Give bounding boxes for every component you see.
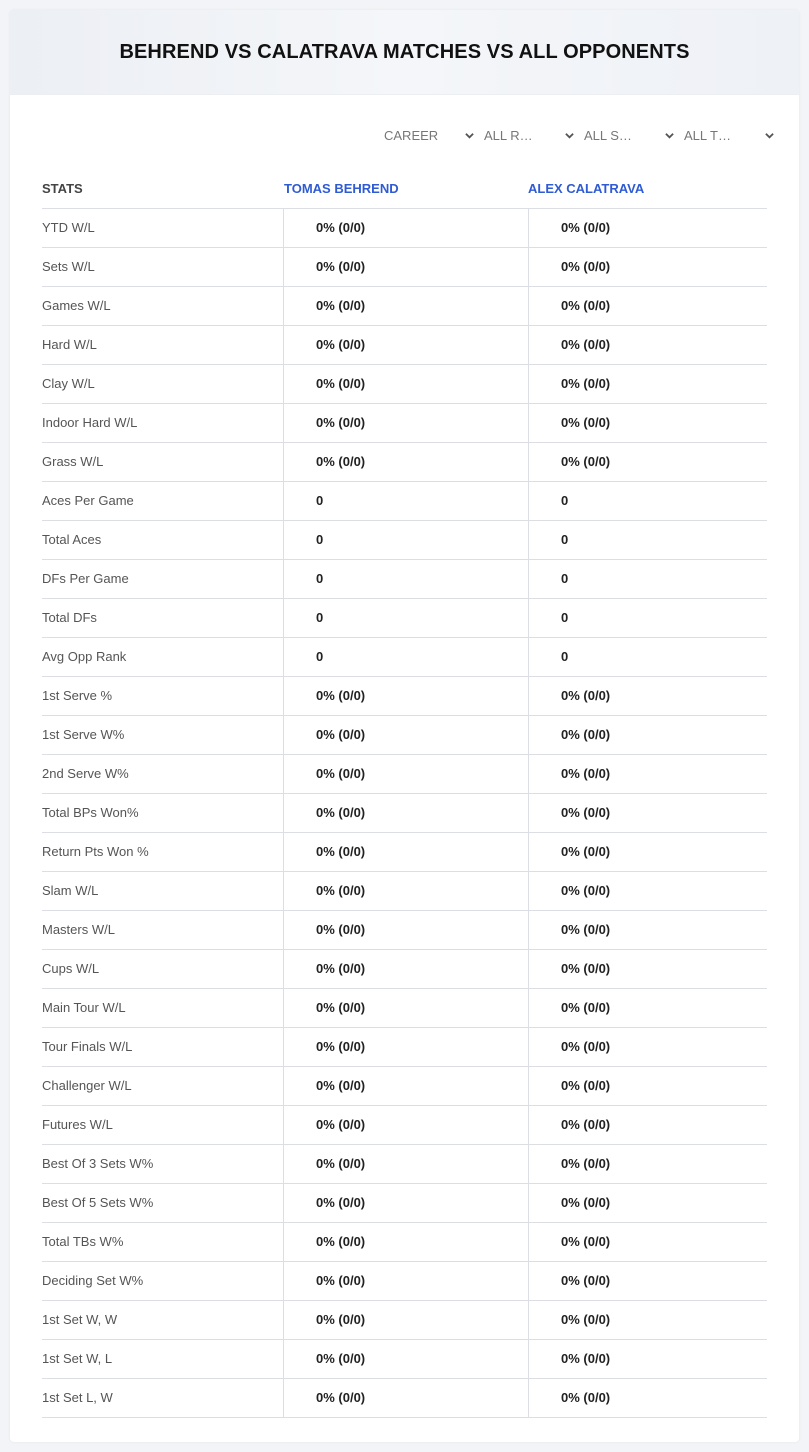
table-row xyxy=(42,1223,767,1262)
chevron-down-icon xyxy=(665,131,674,140)
table-header xyxy=(42,172,767,208)
stat-name: YTD W/L xyxy=(42,220,95,235)
table-row xyxy=(42,716,767,755)
player2-cell xyxy=(528,1379,768,1417)
table-row xyxy=(42,599,767,638)
player1-stat-value: 0% (0/0) xyxy=(316,1351,366,1366)
stat-name: Sets W/L xyxy=(42,259,95,274)
surface-filter-value: ALL S… xyxy=(584,128,632,143)
table-row xyxy=(42,755,767,794)
tournament-filter-value: ALL T… xyxy=(684,128,731,143)
player1-cell xyxy=(283,716,528,754)
player2-cell xyxy=(528,794,768,832)
stat-name: Avg Opp Rank xyxy=(42,649,127,664)
player1-cell xyxy=(283,1262,528,1300)
player1-stat-value: 0 xyxy=(316,493,324,508)
stat-name: Aces Per Game xyxy=(42,493,134,508)
player1-stat-value: 0% (0/0) xyxy=(316,766,366,781)
table-row xyxy=(42,1106,767,1145)
player1-cell xyxy=(283,1028,528,1066)
player1-stat-value: 0% (0/0) xyxy=(316,376,366,391)
player2-cell xyxy=(528,248,768,286)
player2-cell xyxy=(528,209,768,247)
player2-stat-value: 0% (0/0) xyxy=(561,220,611,235)
player2-stat-value: 0 xyxy=(561,610,569,625)
player1-stat-value: 0% (0/0) xyxy=(316,220,366,235)
stat-name: Total DFs xyxy=(42,610,97,625)
table-row xyxy=(42,833,767,872)
player1-cell xyxy=(283,1340,528,1378)
player1-column-header[interactable]: TOMAS BEHREND xyxy=(284,181,399,196)
player2-cell xyxy=(528,716,768,754)
stat-name: Cups W/L xyxy=(42,961,100,976)
player1-cell xyxy=(283,1145,528,1183)
player1-stat-value: 0% (0/0) xyxy=(316,805,366,820)
player1-stat-value: 0% (0/0) xyxy=(316,844,366,859)
player1-cell xyxy=(283,443,528,481)
player1-cell xyxy=(283,326,528,364)
player1-cell xyxy=(283,989,528,1027)
stats-card xyxy=(10,10,799,1442)
player2-stat-value: 0% (0/0) xyxy=(561,337,611,352)
player2-cell xyxy=(528,326,768,364)
player2-stat-value: 0% (0/0) xyxy=(561,961,611,976)
page-title: BEHREND VS CALATRAVA MATCHES VS ALL OPPONENTS xyxy=(119,40,690,63)
player2-cell xyxy=(528,989,768,1027)
player2-cell xyxy=(528,1340,768,1378)
table-row xyxy=(42,911,767,950)
stat-name: Games W/L xyxy=(42,298,111,313)
player2-stat-value: 0% (0/0) xyxy=(561,766,611,781)
page-header xyxy=(10,10,799,95)
table-row xyxy=(42,1262,767,1301)
player2-stat-value: 0% (0/0) xyxy=(561,415,611,430)
stat-name: Best Of 3 Sets W% xyxy=(42,1156,154,1171)
player1-cell xyxy=(283,599,528,637)
player1-cell xyxy=(283,365,528,403)
player2-stat-value: 0% (0/0) xyxy=(561,1312,611,1327)
player2-stat-value: 0% (0/0) xyxy=(561,454,611,469)
player1-cell xyxy=(283,1301,528,1339)
player2-stat-value: 0% (0/0) xyxy=(561,1117,611,1132)
player1-stat-value: 0% (0/0) xyxy=(316,727,366,742)
table-row xyxy=(42,1145,767,1184)
stat-name: Main Tour W/L xyxy=(42,1000,126,1015)
player1-stat-value: 0% (0/0) xyxy=(316,1078,366,1093)
player1-cell xyxy=(283,521,528,559)
stat-name: Futures W/L xyxy=(42,1117,113,1132)
player1-stat-value: 0% (0/0) xyxy=(316,883,366,898)
player2-cell xyxy=(528,872,768,910)
player1-stat-value: 0% (0/0) xyxy=(316,922,366,937)
stat-name: 1st Serve W% xyxy=(42,727,125,742)
player2-stat-value: 0 xyxy=(561,493,569,508)
stats-table-body xyxy=(42,208,767,1418)
player2-cell xyxy=(528,521,768,559)
player1-stat-value: 0% (0/0) xyxy=(316,1234,366,1249)
stat-name: Slam W/L xyxy=(42,883,99,898)
table-row xyxy=(42,1379,767,1418)
player2-stat-value: 0% (0/0) xyxy=(561,298,611,313)
round-filter-value: ALL R… xyxy=(484,128,533,143)
stat-name: Clay W/L xyxy=(42,376,95,391)
table-row xyxy=(42,989,767,1028)
player2-stat-value: 0 xyxy=(561,532,569,547)
player1-stat-value: 0% (0/0) xyxy=(316,337,366,352)
player2-stat-value: 0% (0/0) xyxy=(561,1273,611,1288)
player2-cell xyxy=(528,1067,768,1105)
stat-name: Masters W/L xyxy=(42,922,115,937)
stat-name: Best Of 5 Sets W% xyxy=(42,1195,154,1210)
table-row xyxy=(42,677,767,716)
stat-name: 1st Serve % xyxy=(42,688,113,703)
player2-cell xyxy=(528,1223,768,1261)
stat-name: Deciding Set W% xyxy=(42,1273,144,1288)
stats-column-header: STATS xyxy=(42,181,83,196)
player1-stat-value: 0% (0/0) xyxy=(316,1156,366,1171)
player1-cell xyxy=(283,1067,528,1105)
player2-stat-value: 0 xyxy=(561,571,569,586)
stat-name: Total Aces xyxy=(42,532,102,547)
player1-cell xyxy=(283,1106,528,1144)
table-row xyxy=(42,638,767,677)
player2-stat-value: 0% (0/0) xyxy=(561,259,611,274)
table-row xyxy=(42,872,767,911)
table-row xyxy=(42,1067,767,1106)
player1-cell xyxy=(283,950,528,988)
player2-cell xyxy=(528,1028,768,1066)
table-row xyxy=(42,326,767,365)
player2-stat-value: 0% (0/0) xyxy=(561,1195,611,1210)
stat-name: Tour Finals W/L xyxy=(42,1039,133,1054)
table-row xyxy=(42,521,767,560)
player2-cell xyxy=(528,1262,768,1300)
player1-stat-value: 0% (0/0) xyxy=(316,961,366,976)
chevron-down-icon xyxy=(465,131,474,140)
player1-stat-value: 0 xyxy=(316,649,324,664)
player2-cell xyxy=(528,638,768,676)
player1-stat-value: 0% (0/0) xyxy=(316,688,366,703)
player2-stat-value: 0% (0/0) xyxy=(561,844,611,859)
player2-cell xyxy=(528,833,768,871)
round-filter-select[interactable] xyxy=(484,126,584,146)
stat-name: Grass W/L xyxy=(42,454,104,469)
table-row xyxy=(42,443,767,482)
player2-stat-value: 0% (0/0) xyxy=(561,1039,611,1054)
table-row xyxy=(42,1028,767,1067)
player2-stat-value: 0% (0/0) xyxy=(561,1000,611,1015)
stat-name: 1st Set L, W xyxy=(42,1390,113,1405)
stat-name: Challenger W/L xyxy=(42,1078,132,1093)
stat-name: Total TBs W% xyxy=(42,1234,124,1249)
player2-cell xyxy=(528,560,768,598)
player2-cell xyxy=(528,443,768,481)
table-row xyxy=(42,248,767,287)
player1-stat-value: 0 xyxy=(316,610,324,625)
player2-stat-value: 0% (0/0) xyxy=(561,727,611,742)
player1-stat-value: 0% (0/0) xyxy=(316,1000,366,1015)
table-row xyxy=(42,794,767,833)
table-row xyxy=(42,1340,767,1379)
player2-stat-value: 0% (0/0) xyxy=(561,376,611,391)
table-row xyxy=(42,1184,767,1223)
table-row xyxy=(42,287,767,326)
player1-stat-value: 0% (0/0) xyxy=(316,1390,366,1405)
player1-cell xyxy=(283,1184,528,1222)
stat-name: Hard W/L xyxy=(42,337,97,352)
player2-stat-value: 0% (0/0) xyxy=(561,883,611,898)
table-row xyxy=(42,950,767,989)
player2-cell xyxy=(528,482,768,520)
surface-filter-select[interactable] xyxy=(584,126,684,146)
stat-name: Total BPs Won% xyxy=(42,805,139,820)
player2-cell xyxy=(528,1145,768,1183)
player1-cell xyxy=(283,209,528,247)
player1-stat-value: 0% (0/0) xyxy=(316,1195,366,1210)
player2-cell xyxy=(528,950,768,988)
player1-stat-value: 0 xyxy=(316,532,324,547)
player2-cell xyxy=(528,287,768,325)
player1-stat-value: 0% (0/0) xyxy=(316,1039,366,1054)
stat-name: DFs Per Game xyxy=(42,571,129,586)
player1-stat-value: 0% (0/0) xyxy=(316,1312,366,1327)
player1-stat-value: 0 xyxy=(316,571,324,586)
player2-stat-value: 0% (0/0) xyxy=(561,688,611,703)
player1-stat-value: 0% (0/0) xyxy=(316,298,366,313)
player2-cell xyxy=(528,911,768,949)
player1-stat-value: 0% (0/0) xyxy=(316,259,366,274)
player2-cell xyxy=(528,1301,768,1339)
player2-cell xyxy=(528,755,768,793)
tournament-filter-select[interactable] xyxy=(684,126,784,146)
stat-name: 1st Set W, L xyxy=(42,1351,113,1366)
player1-cell xyxy=(283,638,528,676)
player2-cell xyxy=(528,1184,768,1222)
player1-cell xyxy=(283,911,528,949)
player1-cell xyxy=(283,794,528,832)
stat-name: 1st Set W, W xyxy=(42,1312,118,1327)
player1-stat-value: 0% (0/0) xyxy=(316,1273,366,1288)
player1-cell xyxy=(283,1223,528,1261)
table-row xyxy=(42,365,767,404)
career-filter-value: CAREER xyxy=(384,128,439,143)
player2-stat-value: 0% (0/0) xyxy=(561,1351,611,1366)
player1-cell xyxy=(283,1379,528,1417)
table-row xyxy=(42,1301,767,1340)
player1-cell xyxy=(283,677,528,715)
player1-cell xyxy=(283,248,528,286)
player2-stat-value: 0 xyxy=(561,649,569,664)
player1-cell xyxy=(283,482,528,520)
player2-stat-value: 0% (0/0) xyxy=(561,805,611,820)
chevron-down-icon xyxy=(765,131,774,140)
chevron-down-icon xyxy=(565,131,574,140)
player2-stat-value: 0% (0/0) xyxy=(561,1156,611,1171)
career-filter-select[interactable] xyxy=(384,126,484,146)
player2-cell xyxy=(528,599,768,637)
player2-cell xyxy=(528,404,768,442)
player1-cell xyxy=(283,560,528,598)
player2-stat-value: 0% (0/0) xyxy=(561,1234,611,1249)
filter-bar xyxy=(384,126,784,146)
table-row xyxy=(42,482,767,521)
player1-stat-value: 0% (0/0) xyxy=(316,1117,366,1132)
player2-stat-value: 0% (0/0) xyxy=(561,922,611,937)
stat-name: Return Pts Won % xyxy=(42,844,149,859)
player1-cell xyxy=(283,287,528,325)
player1-cell xyxy=(283,872,528,910)
player2-column-header[interactable]: ALEX CALATRAVA xyxy=(528,181,645,196)
stat-name: Indoor Hard W/L xyxy=(42,415,138,430)
table-row xyxy=(42,560,767,599)
player2-cell xyxy=(528,1106,768,1144)
player2-stat-value: 0% (0/0) xyxy=(561,1078,611,1093)
table-row xyxy=(42,209,767,248)
player2-cell xyxy=(528,677,768,715)
player1-cell xyxy=(283,833,528,871)
player1-cell xyxy=(283,755,528,793)
player1-stat-value: 0% (0/0) xyxy=(316,415,366,430)
stat-name: 2nd Serve W% xyxy=(42,766,129,781)
player1-stat-value: 0% (0/0) xyxy=(316,454,366,469)
table-row xyxy=(42,404,767,443)
player1-cell xyxy=(283,404,528,442)
player2-cell xyxy=(528,365,768,403)
player2-stat-value: 0% (0/0) xyxy=(561,1390,611,1405)
